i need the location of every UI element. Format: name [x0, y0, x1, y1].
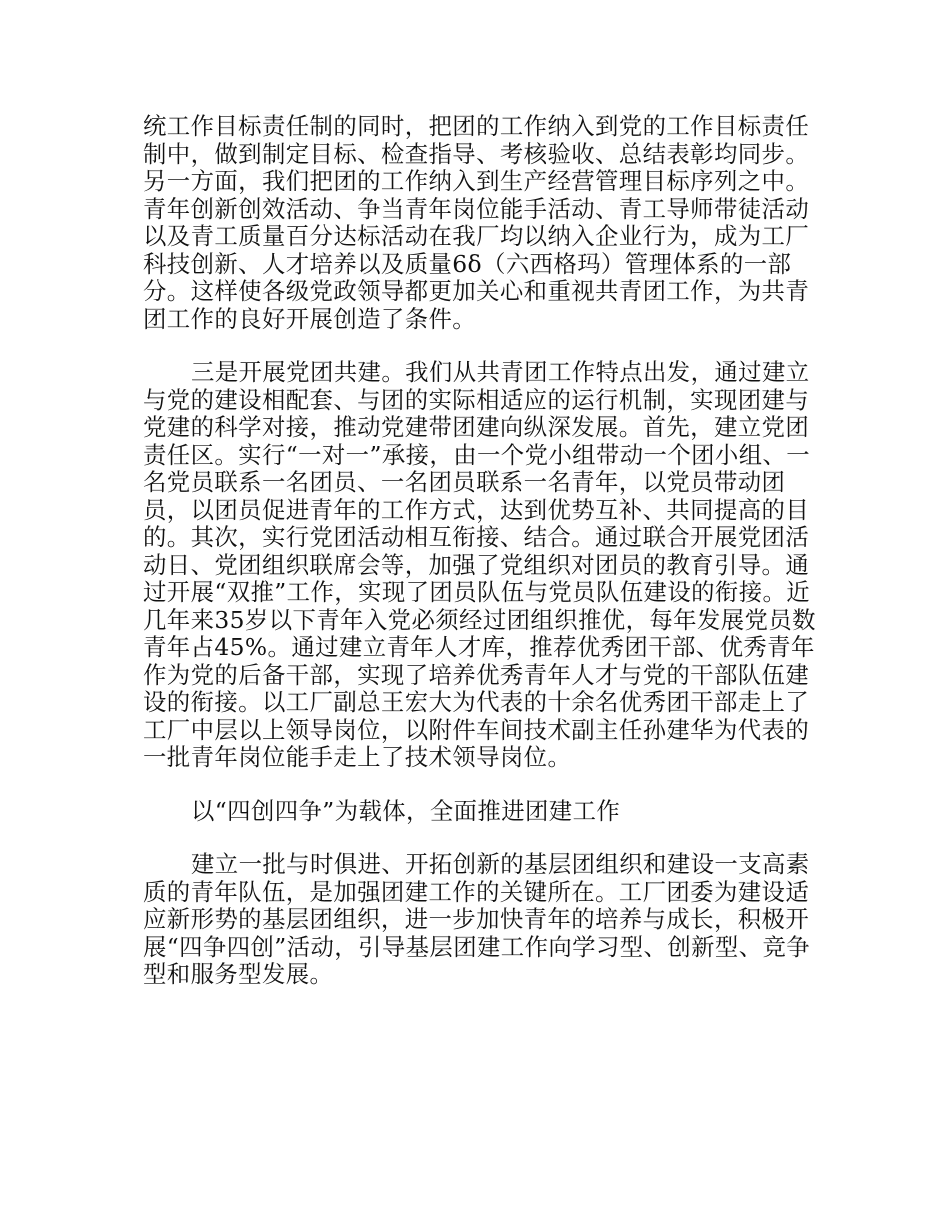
document-page — [143, 113, 823, 989]
section-heading: 以“四创四争”为载体，全面推进团建工作 — [191, 796, 621, 825]
paragraph-continuation: 统工作目标责任制的同时，把团的工作纳入到党的工作目标责任制中，做到制定目标、检查指导、考核验收、总结表彰均同步。另一方面，我们把团的工作纳入到生产经营管理目标序列之中。青年创新创效活动、争当青年岗位能手活动、青工导师带徒活动以及青工质量百分达标活动在我厂均以纳入企业行为，成为工厂科技创新、人才培养以及质量6δ（六西格玛）管理体系的一部分。这样使各级党政领导都更加关心和重视共青团工作，为共青团工作的良好开展创造了条件。 — [143, 112, 810, 333]
paragraph-party-league-cobuilding: 三是开展党团共建。我们从共青团工作特点出发，通过建立与党的建设相配套、与团的实际相适应的运行机制，实现团建与党建的科学对接，推动党建带团建向纵深发展。首先，建立党团责任区。实行“一对一”承接，由一个党小组带动一个团小组、一名党员联系一名团员、一名团员联系一名青年，以党员带动团员，以团员促进青年的工作方式，达到优势互补、共同提高的目的。其次，实行党团活动相互衔接、结合。通过联合开展党团活动日、党团组织联席会等，加强了党组织对团员的教育引导。通过开展“双推”工作，实现了团员队伍与党员队伍建设的衔接。近几年来35岁以下青年入党必须经过团组织推优，每年发展党员数青年占45%。通过建立青年人才库，推荐优秀团干部、优秀青年作为党的后备干部，实现了培养优秀青年人才与党的干部队伍建设的衔接。以工厂副总王宏大为代表的十余名优秀团干部走上了工厂中层以上领导岗位，以附件车间技术副主任孙建华为代表的一批青年岗位能手走上了技术领导岗位。 — [143, 358, 816, 771]
paragraph-grassroots-organization: 建立一批与时俱进、开拓创新的基层团组织和建设一支高素质的青年队伍，是加强团建工作的关键所在。工厂团委为建设适应新形势的基层团组织，进一步加快青年的培养与成长，积极开展“四争四创”活动，引导基层团建工作向学习型、创新型、竞争型和服务型发展。 — [143, 850, 811, 988]
